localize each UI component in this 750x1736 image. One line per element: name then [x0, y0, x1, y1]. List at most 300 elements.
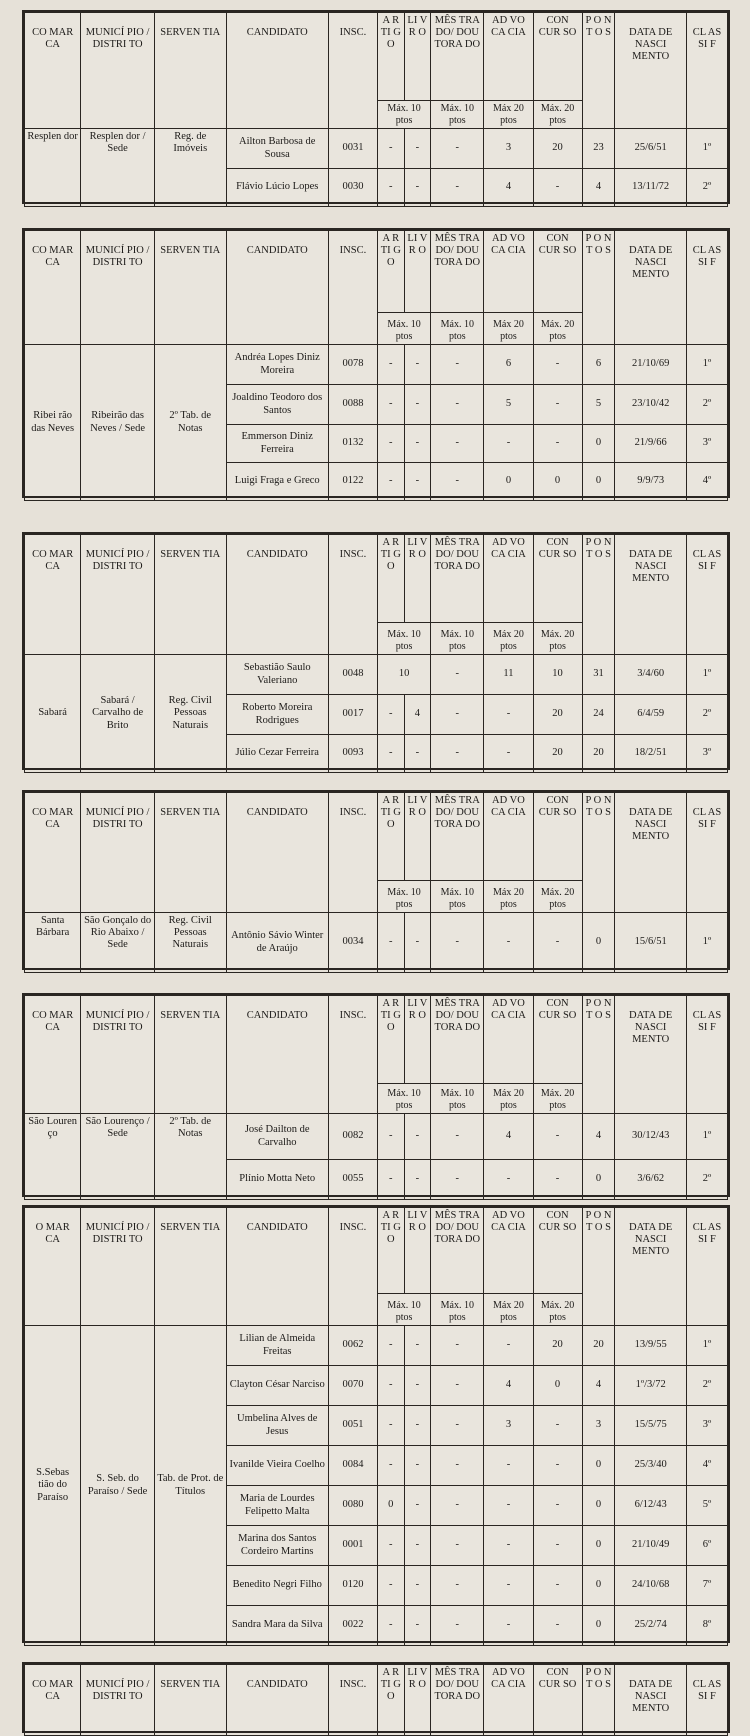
header-data-nascimento: DATA DE NASCI MENTO	[615, 1665, 687, 1736]
table	[24, 792, 728, 973]
advocacia-score: -	[484, 1566, 533, 1606]
header-livro: LI V R O	[404, 996, 431, 1084]
header-pontos: P O N T O S	[582, 13, 615, 129]
header-artigo: A R TI G O	[378, 1665, 405, 1736]
mestrado-score: -	[431, 169, 484, 207]
header-serventia: SERVEN TIA	[154, 996, 226, 1114]
municipio-cell: Ribeirão das Neves / Sede	[81, 345, 155, 501]
livro-score: -	[404, 129, 431, 169]
header-insc: INSC.	[328, 231, 377, 345]
concurso-score: -	[533, 345, 582, 385]
inscription-number: 0034	[328, 913, 377, 973]
comarca-cell: Ribei rão das Neves	[25, 345, 81, 501]
header-candidato: CANDIDATO	[226, 1208, 328, 1326]
artigo-score: -	[378, 1366, 405, 1406]
header-comarca: CO MAR CA	[25, 1665, 81, 1736]
results-table	[22, 228, 730, 498]
mestrado-score: -	[431, 1606, 484, 1646]
concurso-score: -	[533, 1406, 582, 1446]
advocacia-score: 4	[484, 169, 533, 207]
header-mestrado: MÊS TRA DO/ DOU TORA DO	[431, 996, 484, 1084]
artigo-score: -	[378, 1446, 405, 1486]
results-table	[22, 1662, 730, 1733]
table-row	[25, 345, 728, 385]
total-points: 23	[582, 129, 615, 169]
header-comarca: CO MAR CA	[25, 793, 81, 913]
candidate-name: Maria de Lourdes Felipetto Malta	[226, 1486, 328, 1526]
concurso-score: -	[533, 1526, 582, 1566]
header-livro: LI V R O	[404, 793, 431, 881]
header-candidato: CANDIDATO	[226, 535, 328, 655]
inscription-number: 0031	[328, 129, 377, 169]
candidate-name: Antônio Sávio Winter de Araújo	[226, 913, 328, 973]
classification: 1º	[686, 129, 727, 169]
table-row	[25, 913, 728, 973]
birth-date: 18/2/51	[615, 735, 687, 773]
classification: 2º	[686, 1160, 727, 1200]
header-comarca: O MAR CA	[25, 1208, 81, 1326]
total-points: 5	[582, 385, 615, 425]
livro-score: -	[404, 1366, 431, 1406]
header-livro: LI V R O	[404, 231, 431, 313]
artigo-score: -	[378, 1526, 405, 1566]
concurso-score: -	[533, 169, 582, 207]
header-insc: INSC.	[328, 535, 377, 655]
header-livro: LI V R O	[404, 1665, 431, 1736]
table-row	[25, 1114, 728, 1160]
header-concurso: CON CUR SO	[533, 535, 582, 623]
max-points-mestrado: Máx. 10 ptos	[431, 313, 484, 345]
header-classif: CL AS SI F	[686, 1208, 727, 1326]
header-mestrado: MÊS TRA DO/ DOU TORA DO	[431, 535, 484, 623]
birth-date: 30/12/43	[615, 1114, 687, 1160]
header-advocacia: AD VO CA CIA	[484, 13, 533, 101]
birth-date: 21/10/69	[615, 345, 687, 385]
birth-date: 25/2/74	[615, 1606, 687, 1646]
artigo-score: -	[378, 129, 405, 169]
table	[24, 995, 728, 1200]
header-artigo: A R TI G O	[378, 535, 405, 623]
inscription-number: 0122	[328, 463, 377, 501]
livro-score: -	[404, 463, 431, 501]
concurso-score: -	[533, 913, 582, 973]
advocacia-score: 11	[484, 655, 533, 695]
candidate-name: Luigi Fraga e Greco	[226, 463, 328, 501]
candidate-name: Joaldino Teodoro dos Santos	[226, 385, 328, 425]
header-artigo: A R TI G O	[378, 996, 405, 1084]
table	[24, 1207, 728, 1646]
total-points: 3	[582, 1406, 615, 1446]
header-pontos: P O N T O S	[582, 1665, 615, 1736]
classification: 3º	[686, 1406, 727, 1446]
header-row	[25, 793, 728, 881]
mestrado-score: -	[431, 463, 484, 501]
header-row	[25, 231, 728, 313]
livro-score: -	[404, 1566, 431, 1606]
livro-score: -	[404, 1526, 431, 1566]
header-artigo: A R TI G O	[378, 231, 405, 313]
concurso-score: -	[533, 1114, 582, 1160]
classification: 2º	[686, 169, 727, 207]
concurso-score: 0	[533, 1366, 582, 1406]
birth-date: 25/3/40	[615, 1446, 687, 1486]
max-points-mestrado: Máx. 10 ptos	[431, 623, 484, 655]
livro-score: -	[404, 169, 431, 207]
birth-date: 13/9/55	[615, 1326, 687, 1366]
mestrado-score: -	[431, 655, 484, 695]
advocacia-score: 3	[484, 129, 533, 169]
max-points-artigo-livro: Máx. 10 ptos	[378, 623, 431, 655]
classification: 2º	[686, 695, 727, 735]
advocacia-score: -	[484, 1446, 533, 1486]
livro-score: -	[404, 913, 431, 973]
header-municipio: MUNICÍ PIO / DISTRI TO	[81, 231, 155, 345]
total-points: 0	[582, 1526, 615, 1566]
header-data-nascimento: DATA DE NASCI MENTO	[615, 996, 687, 1114]
concurso-score: 0	[533, 463, 582, 501]
total-points: 0	[582, 1160, 615, 1200]
artigo-score: -	[378, 1160, 405, 1200]
classification: 1º	[686, 655, 727, 695]
classification: 1º	[686, 913, 727, 973]
advocacia-score: -	[484, 1606, 533, 1646]
total-points: 31	[582, 655, 615, 695]
birth-date: 3/4/60	[615, 655, 687, 695]
header-concurso: CON CUR SO	[533, 231, 582, 313]
serventia-cell: 2º Tab. de Notas	[154, 345, 226, 501]
municipio-cell: S. Seb. do Paraíso / Sede	[81, 1326, 155, 1646]
header-advocacia: AD VO CA CIA	[484, 996, 533, 1084]
header-classif: CL AS SI F	[686, 535, 727, 655]
table-row	[25, 1326, 728, 1366]
mestrado-score: -	[431, 385, 484, 425]
livro-score: -	[404, 1446, 431, 1486]
candidate-name: Emmerson Diniz Ferreira	[226, 425, 328, 463]
municipio-cell: Sabará / Carvalho de Brito	[81, 655, 155, 773]
header-insc: INSC.	[328, 996, 377, 1114]
comarca-cell: São Louren ço	[25, 1114, 81, 1200]
header-municipio: MUNICÍ PIO / DISTRI TO	[81, 996, 155, 1114]
header-comarca: CO MAR CA	[25, 996, 81, 1114]
candidate-name: Plínio Motta Neto	[226, 1160, 328, 1200]
inscription-number: 0062	[328, 1326, 377, 1366]
max-points-mestrado: Máx. 10 ptos	[431, 1294, 484, 1326]
birth-date: 6/12/43	[615, 1486, 687, 1526]
header-candidato: CANDIDATO	[226, 996, 328, 1114]
mestrado-score: -	[431, 1566, 484, 1606]
header-classif: CL AS SI F	[686, 996, 727, 1114]
total-points: 4	[582, 1114, 615, 1160]
table-row	[25, 655, 728, 695]
header-insc: INSC.	[328, 13, 377, 129]
header-pontos: P O N T O S	[582, 535, 615, 655]
candidate-name: Ailton Barbosa de Sousa	[226, 129, 328, 169]
max-points-artigo-livro: Máx. 10 ptos	[378, 313, 431, 345]
inscription-number: 0051	[328, 1406, 377, 1446]
birth-date: 24/10/68	[615, 1566, 687, 1606]
livro-score: -	[404, 735, 431, 773]
header-candidato: CANDIDATO	[226, 1665, 328, 1736]
classification: 1º	[686, 1114, 727, 1160]
max-points-mestrado: Máx. 10 ptos	[431, 1084, 484, 1114]
advocacia-score: -	[484, 913, 533, 973]
header-classif: CL AS SI F	[686, 793, 727, 913]
total-points: 4	[582, 169, 615, 207]
header-data-nascimento: DATA DE NASCI MENTO	[615, 1208, 687, 1326]
concurso-score: -	[533, 1606, 582, 1646]
header-data-nascimento: DATA DE NASCI MENTO	[615, 793, 687, 913]
table	[24, 534, 728, 773]
artigo-livro-score: 10	[378, 655, 431, 695]
max-points-advocacia: Máx 20 ptos	[484, 623, 533, 655]
artigo-score: -	[378, 385, 405, 425]
artigo-score: -	[378, 735, 405, 773]
header-livro: LI V R O	[404, 535, 431, 623]
table	[24, 1664, 728, 1736]
concurso-score: 20	[533, 129, 582, 169]
header-serventia: SERVEN TIA	[154, 231, 226, 345]
mestrado-score: -	[431, 1526, 484, 1566]
header-classif: CL AS SI F	[686, 1665, 727, 1736]
mestrado-score: -	[431, 1160, 484, 1200]
header-advocacia: AD VO CA CIA	[484, 793, 533, 881]
advocacia-score: -	[484, 1160, 533, 1200]
candidate-name: Andréa Lopes Diniz Moreira	[226, 345, 328, 385]
concurso-score: -	[533, 1566, 582, 1606]
total-points: 6	[582, 345, 615, 385]
total-points: 0	[582, 463, 615, 501]
header-municipio: MUNICÍ PIO / DISTRI TO	[81, 1208, 155, 1326]
max-points-concurso: Máx. 20 ptos	[533, 101, 582, 129]
header-mestrado: MÊS TRA DO/ DOU TORA DO	[431, 13, 484, 101]
max-points-artigo-livro: Máx. 10 ptos	[378, 1084, 431, 1114]
header-advocacia: AD VO CA CIA	[484, 1665, 533, 1736]
total-points: 0	[582, 1486, 615, 1526]
serventia-cell: Tab. de Prot. de Títulos	[154, 1326, 226, 1646]
header-mestrado: MÊS TRA DO/ DOU TORA DO	[431, 1208, 484, 1294]
header-data-nascimento: DATA DE NASCI MENTO	[615, 535, 687, 655]
header-candidato: CANDIDATO	[226, 231, 328, 345]
header-serventia: SERVEN TIA	[154, 535, 226, 655]
livro-score: -	[404, 385, 431, 425]
max-points-advocacia: Máx 20 ptos	[484, 101, 533, 129]
advocacia-score: 3	[484, 1406, 533, 1446]
header-insc: INSC.	[328, 1665, 377, 1736]
artigo-score: -	[378, 1566, 405, 1606]
livro-score: -	[404, 425, 431, 463]
results-table	[22, 532, 730, 770]
artigo-score: -	[378, 1114, 405, 1160]
serventia-cell: Reg. Civil Pessoas Naturais	[154, 913, 226, 973]
header-insc: INSC.	[328, 793, 377, 913]
max-points-artigo-livro: Máx. 10 ptos	[378, 1294, 431, 1326]
header-advocacia: AD VO CA CIA	[484, 535, 533, 623]
header-municipio: MUNICÍ PIO / DISTRI TO	[81, 1665, 155, 1736]
mestrado-score: -	[431, 129, 484, 169]
birth-date: 21/9/66	[615, 425, 687, 463]
inscription-number: 0132	[328, 425, 377, 463]
birth-date: 9/9/73	[615, 463, 687, 501]
header-data-nascimento: DATA DE NASCI MENTO	[615, 231, 687, 345]
advocacia-score: -	[484, 425, 533, 463]
advocacia-score: -	[484, 695, 533, 735]
mestrado-score: -	[431, 425, 484, 463]
candidate-name: Sandra Mara da Silva	[226, 1606, 328, 1646]
advocacia-score: 6	[484, 345, 533, 385]
concurso-score: -	[533, 425, 582, 463]
max-points-artigo-livro: Máx. 10 ptos	[378, 101, 431, 129]
inscription-number: 0093	[328, 735, 377, 773]
concurso-score: -	[533, 1486, 582, 1526]
max-points-mestrado: Máx. 10 ptos	[431, 101, 484, 129]
candidate-name: Júlio Cezar Ferreira	[226, 735, 328, 773]
mestrado-score: -	[431, 695, 484, 735]
candidate-name: Umbelina Alves de Jesus	[226, 1406, 328, 1446]
advocacia-score: -	[484, 1486, 533, 1526]
concurso-score: -	[533, 1160, 582, 1200]
header-mestrado: MÊS TRA DO/ DOU TORA DO	[431, 793, 484, 881]
candidate-name: Ivanilde Vieira Coelho	[226, 1446, 328, 1486]
municipio-cell: São Lourenço / Sede	[81, 1114, 155, 1200]
livro-score: -	[404, 1406, 431, 1446]
header-row	[25, 535, 728, 623]
table	[24, 230, 728, 501]
inscription-number: 0048	[328, 655, 377, 695]
advocacia-score: -	[484, 1326, 533, 1366]
total-points: 0	[582, 913, 615, 973]
header-comarca: CO MAR CA	[25, 231, 81, 345]
artigo-score: -	[378, 913, 405, 973]
advocacia-score: 4	[484, 1114, 533, 1160]
max-points-advocacia: Máx 20 ptos	[484, 1084, 533, 1114]
birth-date: 25/6/51	[615, 129, 687, 169]
inscription-number: 0088	[328, 385, 377, 425]
classification: 1º	[686, 1326, 727, 1366]
header-classif: CL AS SI F	[686, 13, 727, 129]
birth-date: 6/4/59	[615, 695, 687, 735]
inscription-number: 0022	[328, 1606, 377, 1646]
header-serventia: SERVEN TIA	[154, 1208, 226, 1326]
mestrado-score: -	[431, 1366, 484, 1406]
serventia-cell: Reg. Civil Pessoas Naturais	[154, 655, 226, 773]
livro-score: -	[404, 1114, 431, 1160]
max-points-concurso: Máx. 20 ptos	[533, 313, 582, 345]
header-candidato: CANDIDATO	[226, 793, 328, 913]
header-concurso: CON CUR SO	[533, 793, 582, 881]
classification: 8º	[686, 1606, 727, 1646]
inscription-number: 0055	[328, 1160, 377, 1200]
header-row	[25, 13, 728, 101]
classification: 4º	[686, 1446, 727, 1486]
mestrado-score: -	[431, 1406, 484, 1446]
artigo-score: -	[378, 1326, 405, 1366]
advocacia-score: 0	[484, 463, 533, 501]
mestrado-score: -	[431, 735, 484, 773]
classification: 5º	[686, 1486, 727, 1526]
artigo-score: -	[378, 425, 405, 463]
serventia-cell: Reg. de Imóveis	[154, 129, 226, 207]
inscription-number: 0078	[328, 345, 377, 385]
birth-date: 21/10/49	[615, 1526, 687, 1566]
concurso-score: 20	[533, 735, 582, 773]
header-artigo: A R TI G O	[378, 1208, 405, 1294]
livro-score: -	[404, 1486, 431, 1526]
inscription-number: 0080	[328, 1486, 377, 1526]
header-insc: INSC.	[328, 1208, 377, 1326]
candidate-name: Clayton César Narciso	[226, 1366, 328, 1406]
livro-score: -	[404, 1326, 431, 1366]
inscription-number: 0120	[328, 1566, 377, 1606]
artigo-score: -	[378, 345, 405, 385]
classification: 7º	[686, 1566, 727, 1606]
municipio-cell: Resplen dor / Sede	[81, 129, 155, 207]
header-municipio: MUNICÍ PIO / DISTRI TO	[81, 13, 155, 129]
artigo-score: -	[378, 169, 405, 207]
header-pontos: P O N T O S	[582, 1208, 615, 1326]
header-pontos: P O N T O S	[582, 793, 615, 913]
total-points: 4	[582, 1366, 615, 1406]
results-table	[22, 790, 730, 970]
header-mestrado: MÊS TRA DO/ DOU TORA DO	[431, 231, 484, 313]
header-data-nascimento: DATA DE NASCI MENTO	[615, 13, 687, 129]
candidate-name: Roberto Moreira Rodrigues	[226, 695, 328, 735]
artigo-score: -	[378, 463, 405, 501]
max-points-mestrado: Máx. 10 ptos	[431, 881, 484, 913]
classification: 3º	[686, 735, 727, 773]
concurso-score: -	[533, 1446, 582, 1486]
header-pontos: P O N T O S	[582, 231, 615, 345]
advocacia-score: 5	[484, 385, 533, 425]
header-classif: CL AS SI F	[686, 231, 727, 345]
max-points-artigo-livro: Máx. 10 ptos	[378, 881, 431, 913]
concurso-score: 10	[533, 655, 582, 695]
artigo-score: 0	[378, 1486, 405, 1526]
header-comarca: CO MAR CA	[25, 535, 81, 655]
birth-date: 3/6/62	[615, 1160, 687, 1200]
header-municipio: MUNICÍ PIO / DISTRI TO	[81, 793, 155, 913]
header-concurso: CON CUR SO	[533, 996, 582, 1084]
classification: 2º	[686, 385, 727, 425]
comarca-cell: Santa Bárbara	[25, 913, 81, 973]
header-serventia: SERVEN TIA	[154, 793, 226, 913]
header-mestrado: MÊS TRA DO/ DOU TORA DO	[431, 1665, 484, 1736]
header-advocacia: AD VO CA CIA	[484, 231, 533, 313]
header-advocacia: AD VO CA CIA	[484, 1208, 533, 1294]
inscription-number: 0084	[328, 1446, 377, 1486]
table-row	[25, 129, 728, 169]
mestrado-score: -	[431, 1114, 484, 1160]
mestrado-score: -	[431, 913, 484, 973]
birth-date: 13/11/72	[615, 169, 687, 207]
mestrado-score: -	[431, 345, 484, 385]
header-livro: LI V R O	[404, 1208, 431, 1294]
header-artigo: A R TI G O	[378, 793, 405, 881]
concurso-score: -	[533, 385, 582, 425]
max-points-advocacia: Máx 20 ptos	[484, 881, 533, 913]
artigo-score: -	[378, 695, 405, 735]
max-points-concurso: Máx. 20 ptos	[533, 623, 582, 655]
header-livro: LI V R O	[404, 13, 431, 101]
artigo-score: -	[378, 1406, 405, 1446]
candidate-name: Lilian de Almeida Freitas	[226, 1326, 328, 1366]
classification: 4º	[686, 463, 727, 501]
results-table	[22, 10, 730, 204]
total-points: 0	[582, 1606, 615, 1646]
header-serventia: SERVEN TIA	[154, 1665, 226, 1736]
header-serventia: SERVEN TIA	[154, 13, 226, 129]
candidate-name: José Dailton de Carvalho	[226, 1114, 328, 1160]
mestrado-score: -	[431, 1326, 484, 1366]
